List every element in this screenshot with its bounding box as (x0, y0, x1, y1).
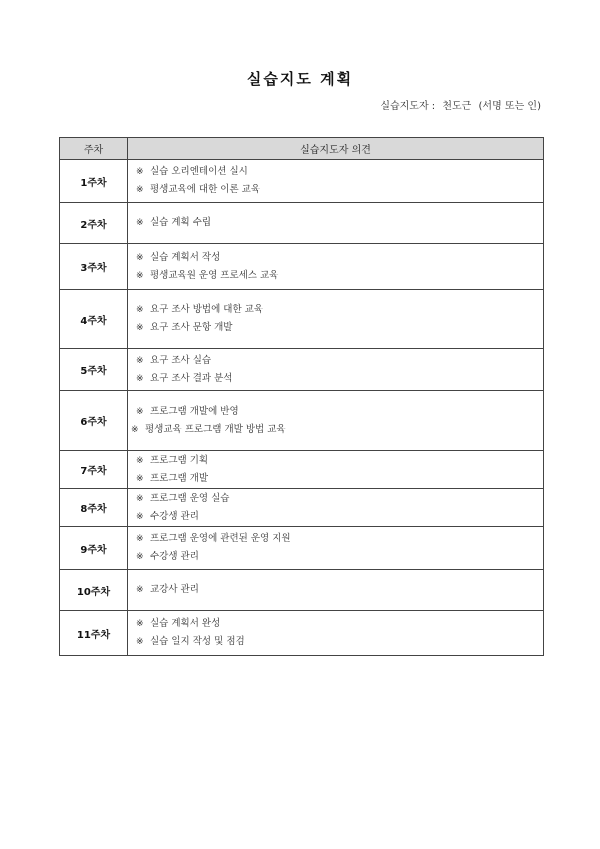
training-plan-table (59, 137, 544, 656)
week-cell: 5주차 (60, 349, 128, 391)
opinion-item (136, 452, 543, 470)
opinion-item (136, 508, 543, 526)
opinion-item (136, 490, 543, 508)
opinion-text: 실습 계획서 작성 (150, 251, 221, 263)
opinion-cell (128, 244, 544, 290)
opinion-text: 프로그램 기획 (150, 454, 209, 466)
table-row (60, 570, 544, 611)
opinion-item (136, 301, 543, 319)
table-row (60, 349, 544, 391)
reference-mark-icon: ※ (136, 252, 144, 263)
week-cell: 11주차 (60, 611, 128, 656)
reference-mark-icon: ※ (136, 511, 144, 522)
opinion-text: 실습 오리엔테이션 실시 (150, 166, 248, 177)
opinion-text: 프로그램 개발 (150, 472, 209, 484)
reference-mark-icon: ※ (131, 424, 139, 435)
opinion-item (136, 615, 543, 633)
document-title: 실습지도 계획 (246, 70, 354, 88)
reference-mark-icon: ※ (136, 637, 144, 647)
opinion-item (136, 530, 543, 548)
opinion-item (136, 548, 543, 566)
table-row (60, 244, 544, 290)
opinion-item (136, 319, 543, 337)
week-cell: 3주차 (60, 244, 128, 290)
opinion-cell (128, 391, 544, 451)
opinion-cell (128, 290, 544, 349)
reference-mark-icon: ※ (136, 534, 144, 544)
week-cell: 6주차 (60, 391, 128, 451)
week-cell: 7주차 (60, 451, 128, 489)
opinion-text: 프로그램 운영에 관련된 운영 지원 (150, 533, 291, 544)
reference-mark-icon: ※ (136, 585, 144, 595)
opinion-cell (128, 349, 544, 391)
opinion-text: 프로그램 개발에 반영 (150, 405, 239, 417)
opinion-item (131, 421, 543, 439)
opinion-cell (128, 570, 544, 611)
table-row (60, 611, 544, 656)
reference-mark-icon: ※ (136, 355, 144, 366)
table-header-row (60, 138, 544, 160)
header-opinion: 실습지도자 의견 (128, 138, 544, 160)
reference-mark-icon: ※ (136, 406, 144, 417)
opinion-text: 수강생 관리 (150, 510, 199, 522)
opinion-text: 교강사 관리 (150, 584, 199, 595)
opinion-text: 요구 조사 결과 분석 (150, 372, 233, 384)
opinion-text: 평생교육원 운영 프로세스 교육 (150, 269, 279, 281)
week-cell: 9주차 (60, 527, 128, 570)
opinion-item (136, 163, 543, 181)
reference-mark-icon: ※ (136, 473, 144, 484)
opinion-text: 실습 계획 수립 (150, 217, 212, 228)
reference-mark-icon: ※ (136, 270, 144, 281)
week-cell: 8주차 (60, 489, 128, 527)
opinion-text: 평생교육에 대한 이론 교육 (150, 184, 261, 195)
opinion-text: 실습 계획서 완성 (150, 618, 221, 629)
reference-mark-icon: ※ (136, 373, 144, 384)
opinion-text: 프로그램 운영 실습 (150, 492, 230, 504)
opinion-text: 평생교육 프로그램 개발 방법 교육 (145, 423, 286, 435)
table-row (60, 160, 544, 203)
opinion-item (136, 470, 543, 488)
signature-note: (서명 또는 인) (478, 101, 541, 112)
reference-mark-icon: ※ (136, 493, 144, 504)
week-cell: 2주차 (60, 203, 128, 244)
reference-mark-icon: ※ (136, 552, 144, 562)
opinion-cell (128, 489, 544, 527)
week-cell: 1주차 (60, 160, 128, 203)
reference-mark-icon: ※ (136, 455, 144, 466)
opinion-item (136, 249, 543, 267)
opinion-text: 요구 조사 문항 개발 (150, 322, 233, 333)
supervisor-label: 실습지도자 : (380, 101, 436, 112)
table-row (60, 489, 544, 527)
opinion-item (136, 267, 543, 285)
opinion-item (136, 370, 543, 388)
reference-mark-icon: ※ (136, 218, 144, 228)
opinion-item (136, 352, 543, 370)
table-row (60, 391, 544, 451)
opinion-item (136, 403, 543, 421)
reference-mark-icon: ※ (136, 167, 144, 177)
opinion-cell (128, 203, 544, 244)
opinion-item (136, 633, 543, 651)
week-cell: 4주차 (60, 290, 128, 349)
table-row (60, 203, 544, 244)
supervisor-name: 천도근 (442, 101, 472, 112)
opinion-cell (128, 451, 544, 489)
opinion-text: 실습 일지 작성 및 점검 (150, 636, 245, 647)
opinion-cell (128, 611, 544, 656)
opinion-text: 요구 조사 방법에 대한 교육 (150, 304, 264, 315)
table-row (60, 527, 544, 570)
supervisor-line (376, 97, 541, 112)
table-row (60, 290, 544, 349)
opinion-cell (128, 527, 544, 570)
header-week: 주차 (60, 138, 128, 160)
opinion-item (136, 181, 543, 199)
opinion-text: 요구 조사 실습 (150, 354, 212, 366)
opinion-cell (128, 160, 544, 203)
reference-mark-icon: ※ (136, 619, 144, 629)
week-cell: 10주차 (60, 570, 128, 611)
opinion-item (136, 214, 543, 232)
opinion-text: 수강생 관리 (150, 551, 199, 562)
table-row (60, 451, 544, 489)
reference-mark-icon: ※ (136, 185, 144, 195)
reference-mark-icon: ※ (136, 305, 144, 315)
opinion-item (136, 581, 543, 599)
reference-mark-icon: ※ (136, 323, 144, 333)
